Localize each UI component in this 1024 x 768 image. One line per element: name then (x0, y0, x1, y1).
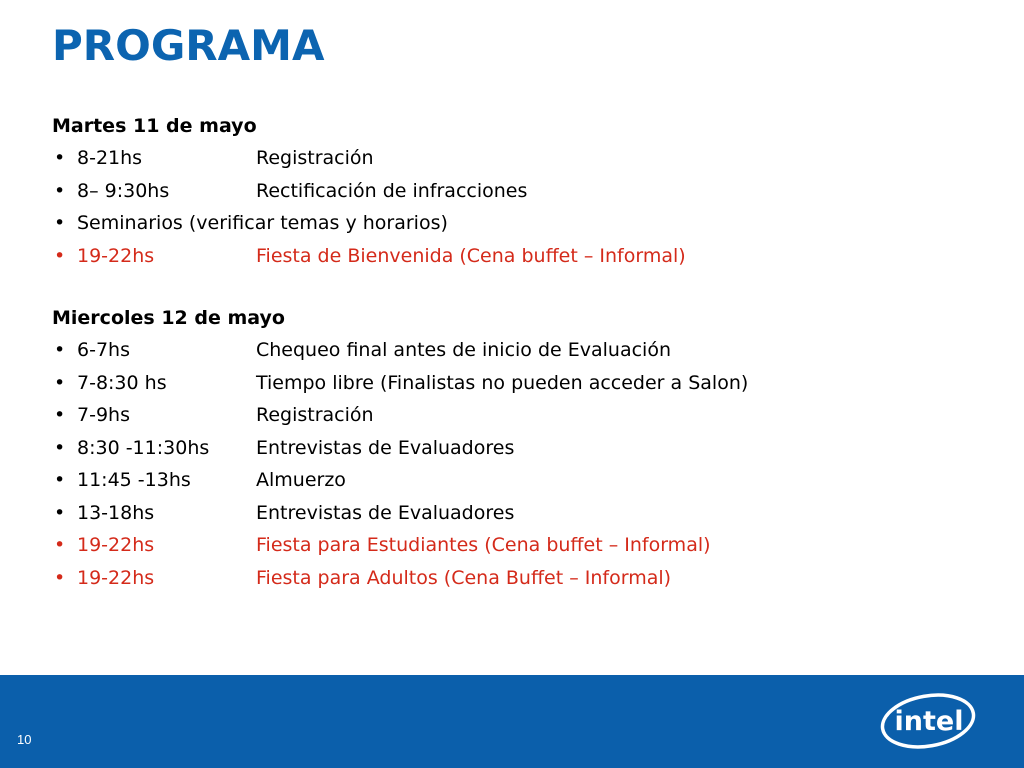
bullet: • (54, 339, 66, 361)
slide-title: PROGRAMA (52, 21, 325, 70)
schedule-activity: Registración (256, 404, 374, 426)
schedule-item-highlight (52, 240, 992, 273)
day-heading-tuesday: Martes 11 de mayo (52, 115, 257, 137)
schedule-item-highlight (52, 529, 992, 562)
schedule-item (52, 334, 992, 367)
section-spacer (52, 272, 992, 302)
schedule-activity: Registración (256, 147, 374, 169)
page-number: 10 (17, 732, 32, 747)
schedule-time: 8:30 -11:30hs (77, 436, 210, 459)
schedule-time: 7-8:30 hs (77, 371, 167, 394)
schedule-time: 13-18hs (77, 501, 155, 524)
schedule-time: 7-9hs (77, 404, 130, 426)
schedule-item (52, 464, 992, 497)
intel-logo (878, 688, 980, 756)
bullet: • (54, 404, 66, 426)
bullet: • (54, 212, 66, 234)
schedule-time: 11:45 -13hs (77, 469, 191, 491)
intel-logo-text: intel (894, 706, 964, 737)
schedule-time: 8– 9:30hs (77, 179, 170, 202)
schedule-item (52, 142, 992, 175)
bullet: • (54, 436, 66, 459)
schedule-list-tuesday (52, 142, 992, 272)
schedule-time: 6-7hs (77, 339, 130, 361)
footer-bar (0, 675, 1024, 768)
day-heading-wednesday: Miercoles 12 de mayo (52, 307, 285, 329)
schedule-content (52, 110, 992, 594)
bullet: • (54, 244, 66, 267)
schedule-activity: Entrevistas de Evaluadores (256, 436, 515, 459)
bullet: • (54, 469, 66, 491)
schedule-activity: Tiempo libre (Finalistas no pueden acceder a Salon) (256, 371, 749, 394)
schedule-list-wednesday (52, 334, 992, 594)
schedule-activity: Entrevistas de Evaluadores (256, 501, 515, 524)
schedule-item (52, 497, 992, 530)
schedule-time: 19-22hs (77, 244, 155, 267)
bullet: • (54, 147, 66, 169)
bullet: • (54, 534, 66, 556)
schedule-activity: Fiesta para Adultos (Cena Buffet – Informal) (256, 566, 672, 589)
schedule-item (52, 432, 992, 465)
schedule-item (52, 367, 992, 400)
bullet: • (54, 501, 66, 524)
schedule-time: 8-21hs (77, 147, 143, 169)
schedule-activity: Fiesta para Estudiantes (Cena buffet – Informal) (256, 534, 711, 556)
schedule-activity: Rectificación de infracciones (256, 179, 528, 202)
schedule-activity: Chequeo final antes de inicio de Evaluación (256, 339, 672, 361)
schedule-activity: Almuerzo (256, 469, 346, 491)
schedule-time: 19-22hs (77, 534, 155, 556)
schedule-activity: Fiesta de Bienvenida (Cena buffet – Informal) (256, 244, 686, 267)
schedule-item (52, 207, 992, 240)
schedule-time: 19-22hs (77, 566, 155, 589)
bullet: • (54, 179, 66, 202)
bullet: • (54, 371, 66, 394)
intel-logo-graphic (878, 688, 980, 756)
schedule-item-highlight (52, 562, 992, 595)
schedule-text: Seminarios (verificar temas y horarios) (77, 212, 448, 234)
bullet: • (54, 566, 66, 589)
schedule-item (52, 175, 992, 208)
schedule-item (52, 399, 992, 432)
